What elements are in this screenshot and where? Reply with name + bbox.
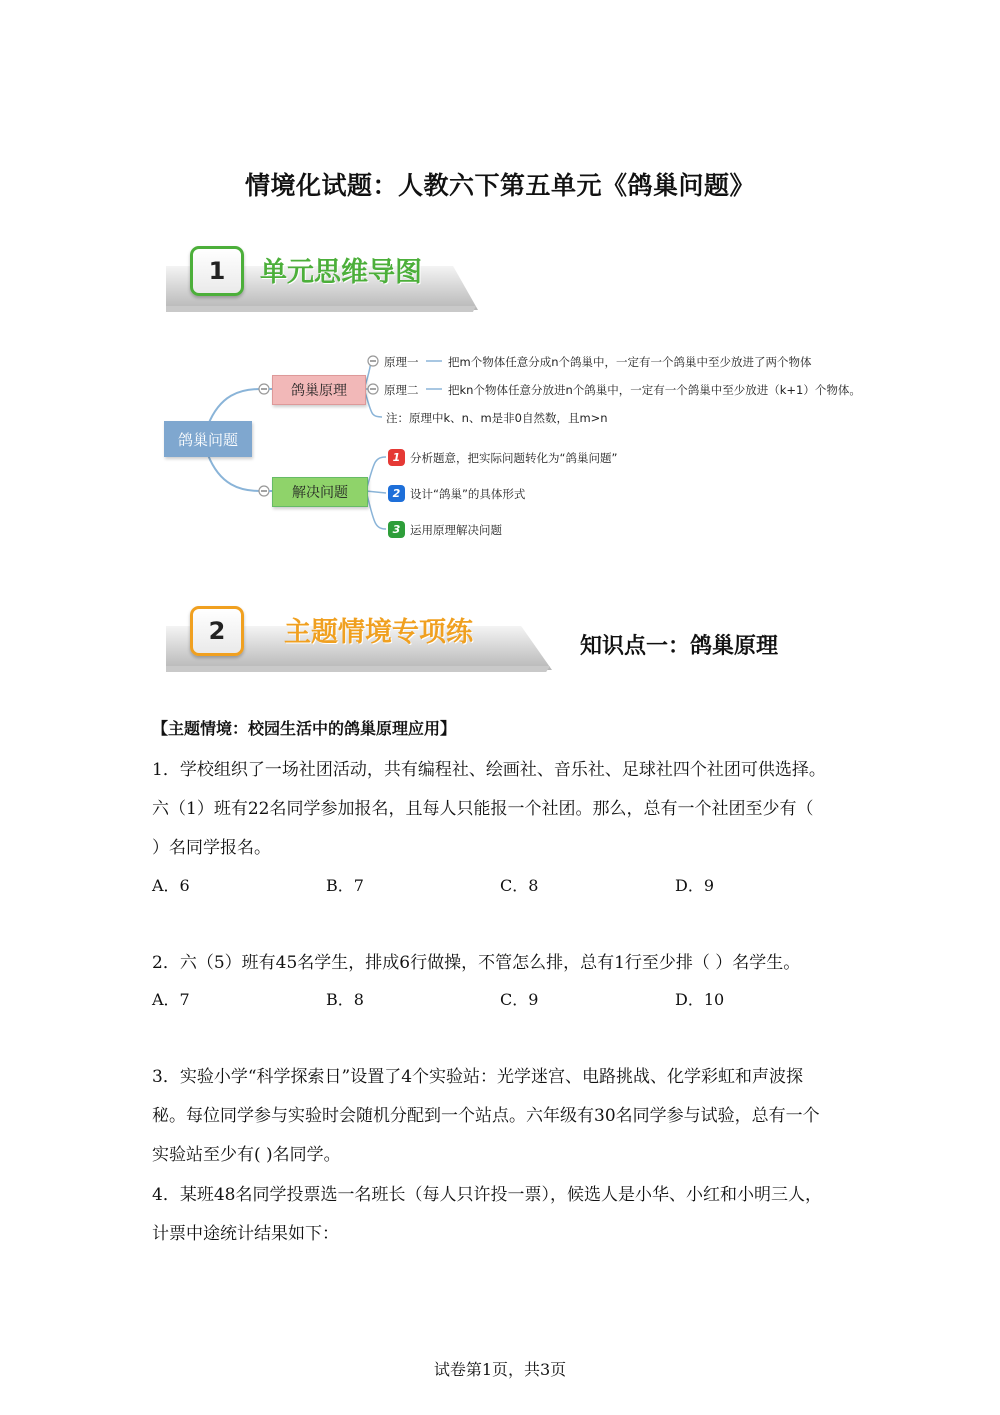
principle-1-name: 原理一 bbox=[384, 355, 419, 369]
question-2-option-d[interactable]: D．10 bbox=[675, 990, 725, 1009]
section-banner-mindmap bbox=[166, 244, 478, 322]
question-1-option-c[interactable]: C．8 bbox=[500, 876, 539, 895]
question-4-line-1: 4．某班48名同学投票选一名班长（每人只许投一票），候选人是小华、小红和小明三人， bbox=[152, 1185, 822, 1205]
principle-note: 注：原理中k、n、m是非0自然数，且m>n bbox=[386, 411, 608, 425]
step-1-text: 分析题意，把实际问题转化为“鸽巢问题” bbox=[410, 451, 618, 465]
section-number-badge: 2 bbox=[190, 606, 244, 656]
question-1-line-3: ）名同学报名。 bbox=[152, 838, 271, 858]
principle-2-text: 把kn个物体任意分放进n个鸽巢中，一定有一个鸽巢中至少放进（k+1）个物体。 bbox=[448, 383, 861, 397]
question-1-option-a[interactable]: A．6 bbox=[152, 876, 190, 895]
mind-map-root: 鸽巢问题 bbox=[164, 421, 252, 457]
question-1-line-2: 六（1）班有22名同学参加报名，且每人只能报一个社团。那么，总有一个社团至少有（ bbox=[152, 799, 814, 819]
step-1-badge: 1 bbox=[388, 449, 405, 466]
knowledge-point-heading: 知识点一：鸽巢原理 bbox=[580, 634, 779, 659]
page-title: 情境化试题：人教六下第五单元《鸽巢问题》 bbox=[244, 171, 755, 200]
question-2-option-a[interactable]: A．7 bbox=[152, 990, 190, 1009]
mind-map-branch-principle: 鸽巢原理 bbox=[272, 375, 366, 405]
question-2-option-c[interactable]: C．9 bbox=[500, 990, 539, 1009]
theme-heading: 【主题情境：校园生活中的鸽巢原理应用】 bbox=[152, 719, 457, 738]
question-2-option-b[interactable]: B．8 bbox=[326, 990, 364, 1009]
section-number-badge: 1 bbox=[190, 246, 244, 296]
section-title: 单元思维导图 bbox=[260, 257, 422, 288]
question-2-line-1: 2．六（5）班有45名学生，排成6行做操，不管怎么排，总有1行至少排（ ）名学生。 bbox=[152, 953, 801, 973]
question-4-line-2: 计票中途统计结果如下： bbox=[152, 1224, 339, 1244]
mind-map-branch-solve: 解决问题 bbox=[272, 477, 368, 507]
step-3-badge: 3 bbox=[388, 521, 405, 538]
question-3-line-3: 实验站至少有( )名同学。 bbox=[152, 1145, 341, 1165]
question-1-option-b[interactable]: B．7 bbox=[326, 876, 364, 895]
section-title: 主题情境专项练 bbox=[284, 617, 473, 648]
step-2-text: 设计“鸽巢”的具体形式 bbox=[410, 487, 526, 501]
question-3-line-2: 秘。每位同学参与实验时会随机分配到一个站点。六年级有30名同学参与试验，总有一个 bbox=[152, 1106, 820, 1126]
section-banner-practice bbox=[166, 604, 552, 682]
principle-1-text: 把m个物体任意分成n个鸽巢中，一定有一个鸽巢中至少放进了两个物体 bbox=[448, 355, 812, 369]
principle-2-name: 原理二 bbox=[384, 383, 419, 397]
question-1-line-1: 1．学校组织了一场社团活动，共有编程社、绘画社、音乐社、足球社四个社团可供选择。 bbox=[152, 760, 826, 780]
mind-map-connectors bbox=[160, 345, 880, 545]
page-footer: 试卷第1页，共3页 bbox=[433, 1360, 567, 1379]
mind-map bbox=[160, 345, 880, 545]
question-1-option-d[interactable]: D．9 bbox=[675, 876, 715, 895]
question-3-line-1: 3．实验小学“科学探索日”设置了4个实验站：光学迷宫、电路挑战、化学彩虹和声波探 bbox=[152, 1067, 804, 1087]
step-2-badge: 2 bbox=[388, 485, 405, 502]
step-3-text: 运用原理解决问题 bbox=[410, 523, 502, 537]
